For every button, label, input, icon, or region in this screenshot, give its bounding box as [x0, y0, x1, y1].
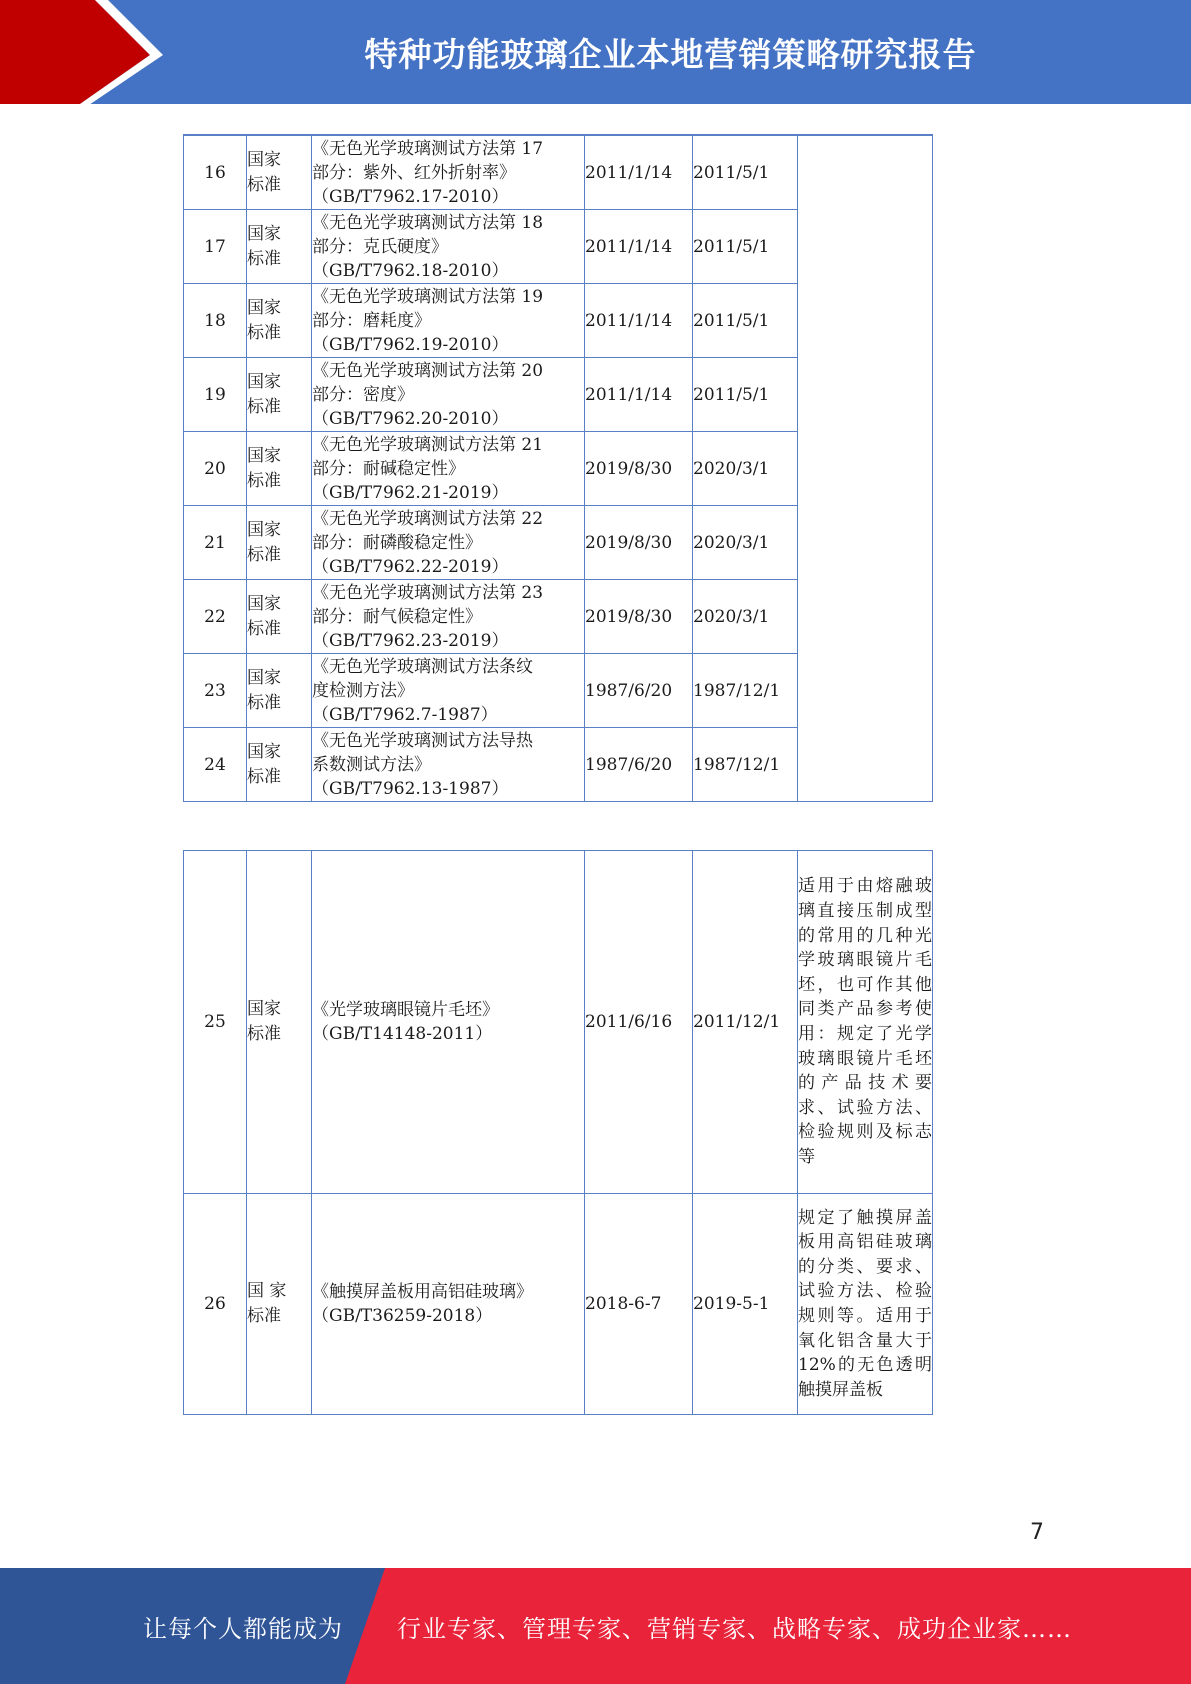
table-row [184, 851, 933, 1194]
row-effective-date: 2020/3/1 [693, 580, 798, 654]
row-number: 17 [184, 210, 247, 284]
row-number: 19 [184, 358, 247, 432]
standards-table-part2 [183, 850, 933, 1415]
row-number: 25 [184, 851, 247, 1194]
row-category: 国家 标准 [247, 728, 312, 802]
row-issue-date: 2011/1/14 [585, 135, 693, 210]
row-standard-name: 《触摸屏盖板用高铝硅玻璃》 （GB/T36259-2018） [312, 1194, 585, 1415]
row-category: 国家 标准 [247, 432, 312, 506]
row-standard-name: 《无色光学玻璃测试方法第 17 部分：紫外、红外折射率》 （GB/T7962.17-2010） [312, 135, 585, 210]
row-issue-date: 2019/8/30 [585, 506, 693, 580]
row-number: 26 [184, 1194, 247, 1415]
row-number: 20 [184, 432, 247, 506]
row-issue-date: 1987/6/20 [585, 654, 693, 728]
row-number: 24 [184, 728, 247, 802]
row-issue-date: 2011/1/14 [585, 284, 693, 358]
row-effective-date: 2011/12/1 [693, 851, 798, 1194]
row-issue-date: 2011/6/16 [585, 851, 693, 1194]
row-effective-date: 2020/3/1 [693, 432, 798, 506]
row-effective-date: 2011/5/1 [693, 210, 798, 284]
row-issue-date: 1987/6/20 [585, 728, 693, 802]
standards-table-part1 [183, 134, 933, 802]
row-standard-name: 《无色光学玻璃测试方法第 21 部分：耐碱稳定性》 （GB/T7962.21-2019） [312, 432, 585, 506]
row-category: 国家 标准 [247, 506, 312, 580]
row-effective-date: 2011/5/1 [693, 358, 798, 432]
row-effective-date: 1987/12/1 [693, 654, 798, 728]
page-number: 7 [1030, 1520, 1044, 1545]
row-effective-date: 2011/5/1 [693, 135, 798, 210]
table-row [184, 135, 933, 210]
row-description: 适用于由熔融玻璃直接压制成型的常用的几种光学玻璃眼镜片毛坯，也可作其他同类产品参考使用：规定了光学玻璃眼镜片毛坯的产品技术要求、试验方法、检验规则及标志等 [798, 851, 933, 1194]
row-issue-date: 2019/8/30 [585, 432, 693, 506]
row-effective-date: 2020/3/1 [693, 506, 798, 580]
report-title: 特种功能玻璃企业本地营销策略研究报告 [364, 34, 977, 74]
row-standard-name: 《无色光学玻璃测试方法第 23 部分：耐气候稳定性》 （GB/T7962.23-2019） [312, 580, 585, 654]
footer-slogan-right: 行业专家、管理专家、营销专家、战略专家、成功企业家…… [397, 1614, 1072, 1643]
row-standard-name: 《无色光学玻璃测试方法第 18 部分：克氏硬度》 （GB/T7962.18-2010） [312, 210, 585, 284]
row-number: 22 [184, 580, 247, 654]
row-standard-name: 《无色光学玻璃测试方法第 22 部分：耐磷酸稳定性》 （GB/T7962.22-2019） [312, 506, 585, 580]
row-category: 国家 标准 [247, 358, 312, 432]
row-number: 16 [184, 135, 247, 210]
row-category: 国家 标准 [247, 851, 312, 1194]
row-number: 23 [184, 654, 247, 728]
row-category: 国家 标准 [247, 210, 312, 284]
page-footer [0, 1568, 1191, 1684]
row-standard-name: 《无色光学玻璃测试方法导热 系数测试方法》 （GB/T7962.13-1987） [312, 728, 585, 802]
row-number: 18 [184, 284, 247, 358]
page-header [0, 0, 1191, 111]
row-description-empty [798, 135, 933, 802]
row-standard-name: 《光学玻璃眼镜片毛坯》 （GB/T14148-2011） [312, 851, 585, 1194]
row-category: 国家 标准 [247, 135, 312, 210]
footer-slogan-left: 让每个人都能成为 [143, 1614, 343, 1643]
row-number: 21 [184, 506, 247, 580]
row-issue-date: 2019/8/30 [585, 580, 693, 654]
row-issue-date: 2018-6-7 [585, 1194, 693, 1415]
row-effective-date: 1987/12/1 [693, 728, 798, 802]
row-effective-date: 2011/5/1 [693, 284, 798, 358]
row-issue-date: 2011/1/14 [585, 210, 693, 284]
row-category: 国 家 标准 [247, 1194, 312, 1415]
row-category: 国家 标准 [247, 654, 312, 728]
row-effective-date: 2019-5-1 [693, 1194, 798, 1415]
row-standard-name: 《无色光学玻璃测试方法第 19 部分：磨耗度》 （GB/T7962.19-2010） [312, 284, 585, 358]
row-description: 规定了触摸屏盖板用高铝硅玻璃的分类、要求、试验方法、检验规则等。适用于氧化铝含量大于12%的无色透明触摸屏盖板 [798, 1194, 933, 1415]
row-issue-date: 2011/1/14 [585, 358, 693, 432]
row-standard-name: 《无色光学玻璃测试方法条纹 度检测方法》 （GB/T7962.7-1987） [312, 654, 585, 728]
row-category: 国家 标准 [247, 580, 312, 654]
row-standard-name: 《无色光学玻璃测试方法第 20 部分：密度》 （GB/T7962.20-2010） [312, 358, 585, 432]
table-row [184, 1194, 933, 1415]
row-category: 国家 标准 [247, 284, 312, 358]
